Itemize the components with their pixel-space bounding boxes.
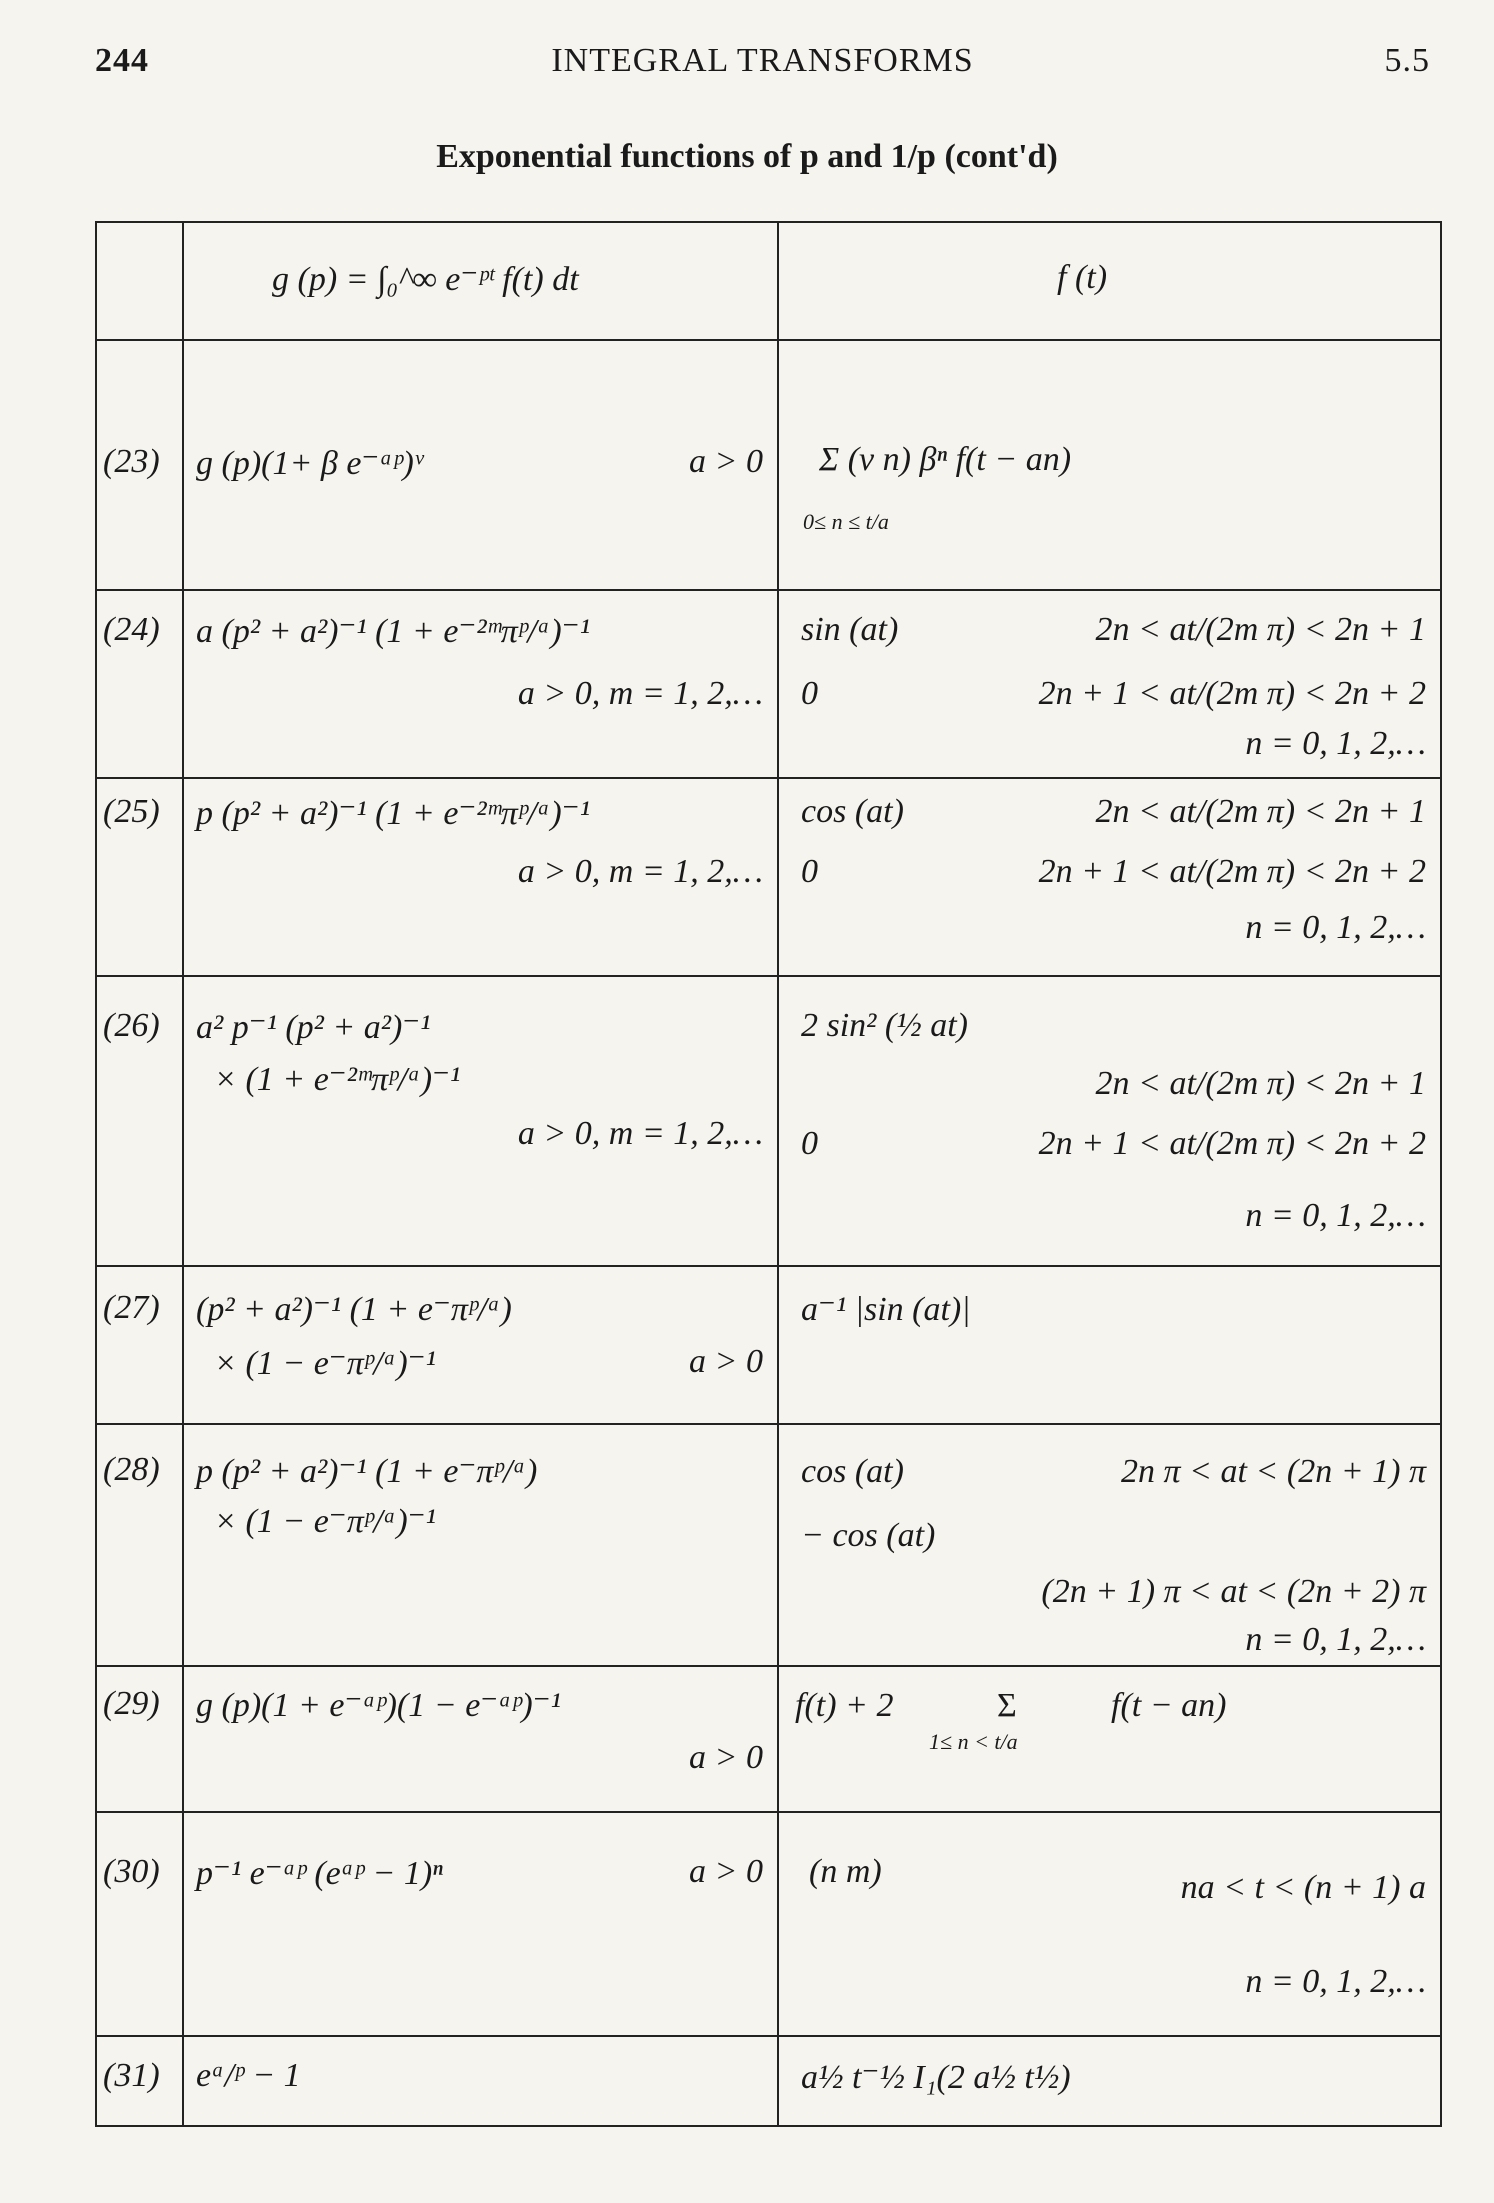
g-expression-continued: × (1 − e⁻πᵖ/ᵃ)⁻¹ bbox=[214, 1503, 436, 1540]
f-range: n = 0, 1, 2,… bbox=[1245, 1621, 1426, 1658]
f-condition: 2n + 1 < at/(2m π) < 2n + 2 bbox=[1038, 853, 1426, 890]
g-expression: g (p)(1 + e⁻ᵃᵖ)(1 − e⁻ᵃᵖ)⁻¹ bbox=[196, 1687, 561, 1724]
g-condition: a > 0 bbox=[689, 1853, 763, 1890]
row-number bbox=[96, 340, 183, 590]
running-head bbox=[95, 42, 1430, 82]
f-cell bbox=[778, 2036, 1441, 2126]
row-number-label: (27) bbox=[103, 1289, 160, 1326]
f-expression: a½ t⁻½ I₁(2 a½ t½) bbox=[801, 2059, 1071, 2096]
f-condition: 2n < at/(2m π) < 2n + 1 bbox=[1095, 793, 1426, 830]
f-range: n = 0, 1, 2,… bbox=[1245, 909, 1426, 946]
table-row bbox=[96, 1266, 1441, 1424]
g-condition: a > 0 bbox=[689, 1343, 763, 1380]
header-f-cell bbox=[778, 222, 1441, 340]
g-cell bbox=[183, 1424, 778, 1666]
g-cell bbox=[183, 976, 778, 1266]
f-cell bbox=[778, 1424, 1441, 1666]
g-expression-continued: × (1 + e⁻²ᵐπᵖ/ᵃ)⁻¹ bbox=[214, 1061, 461, 1098]
row-number-label: (30) bbox=[103, 1853, 160, 1890]
g-cell bbox=[183, 1266, 778, 1424]
table-row bbox=[96, 340, 1441, 590]
g-condition: a > 0, m = 1, 2,… bbox=[517, 853, 763, 890]
row-number-label: (29) bbox=[103, 1685, 160, 1722]
f-range: n = 0, 1, 2,… bbox=[1245, 1197, 1426, 1234]
f-condition: 2n + 1 < at/(2m π) < 2n + 2 bbox=[1038, 675, 1426, 712]
g-condition: a > 0, m = 1, 2,… bbox=[517, 1115, 763, 1152]
g-condition: a > 0 bbox=[689, 443, 763, 480]
g-expression: (p² + a²)⁻¹ (1 + e⁻πᵖ/ᵃ) bbox=[196, 1291, 512, 1328]
f-expression: cos (at) bbox=[801, 1453, 904, 1490]
f-cell bbox=[778, 976, 1441, 1266]
row-number bbox=[96, 1666, 183, 1812]
f-cell bbox=[778, 1266, 1441, 1424]
g-expression: g (p)(1+ β e⁻ᵃᵖ)ᵛ bbox=[196, 445, 424, 482]
f-cell bbox=[778, 778, 1441, 976]
running-title: INTEGRAL TRANSFORMS bbox=[551, 42, 974, 79]
f-condition: 2n < at/(2m π) < 2n + 1 bbox=[1095, 611, 1426, 648]
row-number-label: (25) bbox=[103, 793, 160, 830]
row-number-label: (31) bbox=[103, 2057, 160, 2094]
row-number bbox=[96, 976, 183, 1266]
f-sum-range: 0≤ n ≤ t/a bbox=[803, 509, 889, 534]
f-condition: na < t < (n + 1) a bbox=[1180, 1869, 1426, 1906]
row-number bbox=[96, 778, 183, 976]
row-number bbox=[96, 2036, 183, 2126]
row-number-label: (23) bbox=[103, 443, 160, 480]
f-expression: cos (at) bbox=[801, 793, 904, 830]
g-condition: a > 0, m = 1, 2,… bbox=[517, 675, 763, 712]
f-expression: Σ (ν n) βⁿ f(t − an) bbox=[819, 441, 1072, 478]
f-expression: 0 bbox=[801, 675, 818, 712]
f-sum-range: 1≤ n < t/a bbox=[929, 1729, 1018, 1754]
header-num-cell bbox=[96, 222, 183, 340]
section-number: 5.5 bbox=[1384, 42, 1430, 79]
f-expression: sin (at) bbox=[801, 611, 899, 648]
table-row bbox=[96, 1812, 1441, 2036]
f-expression: − cos (at) bbox=[801, 1517, 936, 1554]
g-condition: a > 0 bbox=[689, 1739, 763, 1776]
g-cell bbox=[183, 1812, 778, 2036]
header-g-cell bbox=[183, 222, 778, 340]
f-condition: 2n + 1 < at/(2m π) < 2n + 2 bbox=[1038, 1125, 1426, 1162]
row-number bbox=[96, 1812, 183, 2036]
g-cell bbox=[183, 778, 778, 976]
table-title: Exponential functions of p and 1/p (cont'd) bbox=[436, 138, 1058, 175]
g-expression: a (p² + a²)⁻¹ (1 + e⁻²ᵐπᵖ/ᵃ)⁻¹ bbox=[196, 613, 590, 650]
f-expression: 0 bbox=[801, 1125, 818, 1162]
row-number-label: (26) bbox=[103, 1007, 160, 1044]
g-cell bbox=[183, 1666, 778, 1812]
table-row bbox=[96, 1424, 1441, 1666]
row-number bbox=[96, 590, 183, 778]
f-range: n = 0, 1, 2,… bbox=[1245, 725, 1426, 762]
f-expression: 0 bbox=[801, 853, 818, 890]
g-cell bbox=[183, 340, 778, 590]
f-range: n = 0, 1, 2,… bbox=[1245, 1963, 1426, 2000]
f-cell bbox=[778, 1666, 1441, 1812]
f-expression: a⁻¹ |sin (at)| bbox=[801, 1291, 971, 1328]
f-condition: 2n < at/(2m π) < 2n + 1 bbox=[1095, 1065, 1426, 1102]
f-expression: (n m) bbox=[809, 1853, 882, 1890]
g-expression-continued: × (1 − e⁻πᵖ/ᵃ)⁻¹ bbox=[214, 1345, 436, 1382]
table-row bbox=[96, 590, 1441, 778]
f-expression: 2 sin² (½ at) bbox=[801, 1007, 968, 1044]
g-expression: p (p² + a²)⁻¹ (1 + e⁻πᵖ/ᵃ) bbox=[196, 1453, 538, 1490]
row-number-label: (28) bbox=[103, 1451, 160, 1488]
g-expression: p⁻¹ e⁻ᵃᵖ (eᵃᵖ − 1)ⁿ bbox=[196, 1855, 443, 1892]
row-number-label: (24) bbox=[103, 611, 160, 648]
page-number: 244 bbox=[95, 42, 149, 79]
row-number bbox=[96, 1266, 183, 1424]
transform-table bbox=[95, 221, 1442, 2127]
f-expression: f(t − an) bbox=[1111, 1687, 1227, 1724]
f-condition: 2n π < at < (2n + 1) π bbox=[1121, 1453, 1426, 1490]
f-cell bbox=[778, 340, 1441, 590]
g-expression: eᵃ/ᵖ − 1 bbox=[196, 2057, 301, 2094]
table-row bbox=[96, 2036, 1441, 2126]
header-f: f (t) bbox=[1057, 259, 1108, 296]
table-row bbox=[96, 1666, 1441, 1812]
g-expression: a² p⁻¹ (p² + a²)⁻¹ bbox=[196, 1009, 431, 1046]
f-sum-symbol: Σ bbox=[997, 1687, 1017, 1724]
table-row bbox=[96, 976, 1441, 1266]
f-cell bbox=[778, 1812, 1441, 2036]
f-condition: (2n + 1) π < at < (2n + 2) π bbox=[1041, 1573, 1426, 1610]
header-g: g (p) = ∫₀^∞ e⁻ᵖᵗ f(t) dt bbox=[272, 261, 579, 298]
f-expression: f(t) + 2 bbox=[795, 1687, 894, 1724]
row-number bbox=[96, 1424, 183, 1666]
g-expression: p (p² + a²)⁻¹ (1 + e⁻²ᵐπᵖ/ᵃ)⁻¹ bbox=[196, 795, 590, 832]
header-row bbox=[96, 222, 1441, 340]
table-row bbox=[96, 778, 1441, 976]
f-cell bbox=[778, 590, 1441, 778]
g-cell bbox=[183, 590, 778, 778]
g-cell bbox=[183, 2036, 778, 2126]
